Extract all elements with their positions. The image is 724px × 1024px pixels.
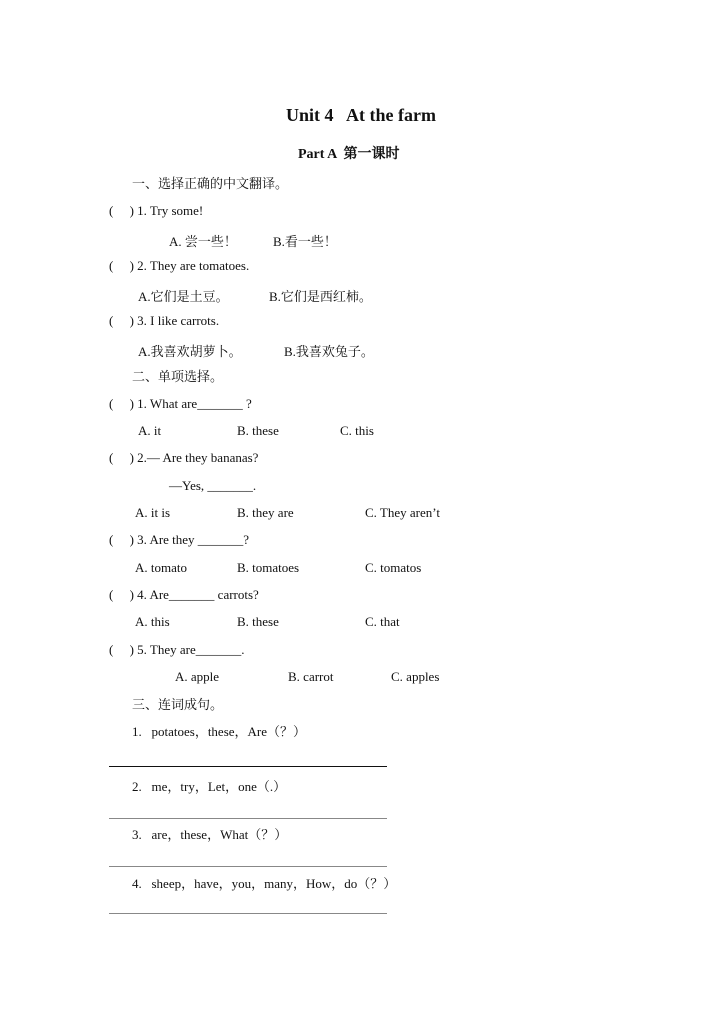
- option-b: B.我喜欢兔子。: [284, 344, 374, 359]
- option-c: C. that: [365, 614, 400, 629]
- option-c: C. tomatos: [365, 560, 422, 575]
- answer-line[interactable]: [109, 913, 387, 914]
- page-title: Unit 4 At the farm: [286, 105, 436, 125]
- option-a: A. this: [135, 614, 170, 629]
- question-stem: ( ) 3. I like carrots.: [109, 313, 220, 328]
- option-c: C. They aren’t: [365, 505, 440, 520]
- option-a: A. it: [138, 423, 162, 438]
- option-b: B. these: [237, 423, 279, 438]
- answer-line[interactable]: [109, 866, 387, 867]
- sentence-item: 3. are，these，What（？）: [132, 827, 288, 842]
- option-b: B.它们是西红柿。: [269, 289, 372, 304]
- question-stem-answer: —Yes, _______.: [169, 478, 257, 493]
- option-b: B. they are: [237, 505, 294, 520]
- section-heading-2: 二、单项选择。: [132, 369, 224, 384]
- sentence-item: 1. potatoes，these，Are（？）: [132, 724, 307, 739]
- answer-line[interactable]: [109, 818, 387, 819]
- page-subtitle: Part A 第一课时: [298, 147, 400, 162]
- option-a: A. apple: [175, 669, 220, 684]
- option-b: B. tomatoes: [237, 560, 300, 575]
- section-heading-1: 一、选择正确的中文翻译。: [132, 176, 289, 191]
- option-b: B. carrot: [288, 669, 334, 684]
- option-a: A. 尝一些！: [169, 234, 237, 249]
- option-c: C. apples: [391, 669, 440, 684]
- option-c: C. this: [340, 423, 374, 438]
- question-stem: ( ) 2. They are tomatoes.: [109, 258, 250, 273]
- option-b: B. these: [237, 614, 279, 629]
- question-stem: ( ) 5. They are_______.: [109, 642, 245, 657]
- answer-line[interactable]: [109, 766, 387, 767]
- question-stem: ( ) 1. Try some!: [109, 203, 204, 218]
- option-a: A. tomato: [135, 560, 187, 575]
- option-a: A. it is: [135, 505, 171, 520]
- option-a: A.它们是土豆。: [138, 289, 229, 304]
- question-stem: ( ) 2.— Are they bananas?: [109, 450, 259, 465]
- sentence-item: 2. me，try，Let，one（.）: [132, 779, 287, 794]
- section-heading-3: 三、连词成句。: [132, 697, 224, 712]
- option-b: B.看一些！: [273, 234, 337, 249]
- question-stem: ( ) 3. Are they _______?: [109, 532, 250, 547]
- question-stem: ( ) 4. Are_______ carrots?: [109, 587, 259, 602]
- option-a: A.我喜欢胡萝卜。: [138, 344, 242, 359]
- question-stem: ( ) 1. What are_______ ?: [109, 396, 252, 411]
- sentence-item: 4. sheep，have，you，many，How，do（？）: [132, 876, 397, 891]
